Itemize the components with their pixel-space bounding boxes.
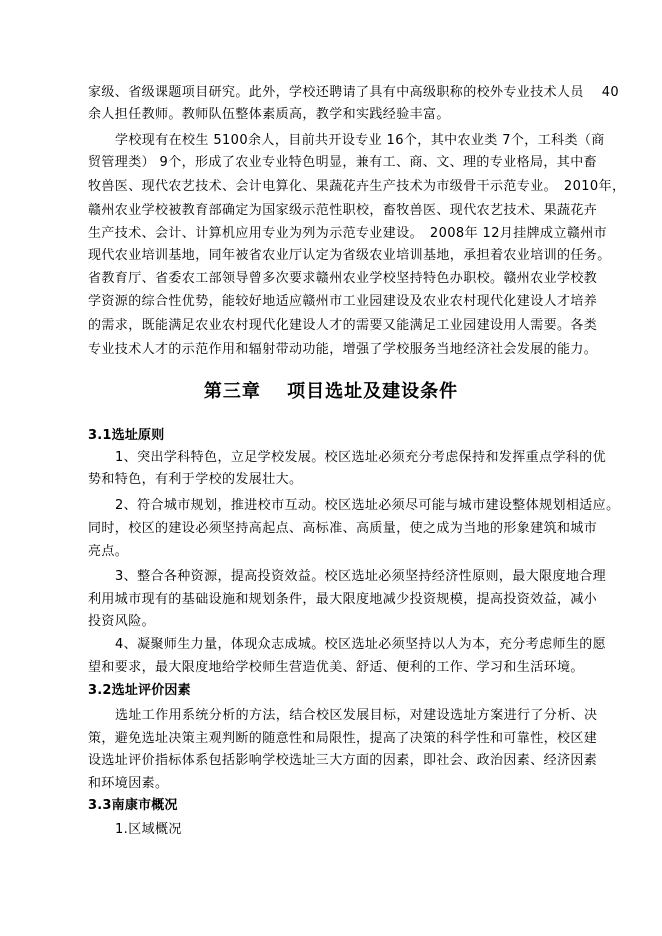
paragraph-line: 牧兽医、现代农艺技术、会计电算化、果蔬花卉生产技术为市级骨干示范专业。 2010年，: [88, 179, 626, 194]
paragraph-line: 学校现有在校生 5100余人，目前共开设专业 16个，其中农业类 7个，工科类（商: [115, 133, 605, 148]
subsection-heading: 1.区域概况: [115, 822, 182, 837]
paragraph-line: 同时，校区的建设必须坚持高起点、高标准、高质量，使之成为当地的形象建筑和城市: [88, 521, 598, 536]
section-heading: 3.3南康市概况: [88, 798, 178, 813]
paragraph-line: 投资风险。: [88, 614, 156, 629]
paragraph-line: 省教育厅、省委农工部领导曾多次要求赣州农业学校坚持特色办职校。赣州农业学校教: [88, 271, 598, 286]
paragraph-line: 赣州农业学校被教育部确定为国家级示范性职校，畜牧兽医、现代农艺技术、果蔬花卉: [88, 203, 598, 218]
paragraph-line: 1、突出学科特色，立足学校发展。校区选址必须充分考虑保持和发挥重点学科的优: [115, 450, 607, 465]
paragraph-line: 选址工作用系统分析的方法，结合校区发展目标，对建设选址方案进行了分析、决: [115, 708, 598, 723]
paragraph-line: 现代农业培训基地，同年被省农业厅认定为省级农业培训基地，承担着农业培训的任务。: [88, 248, 611, 263]
section-heading: 3.1选址原则: [88, 428, 165, 443]
paragraph-line: 设选址评价指标体系包括影响学校选址三大方面的因素，即社会、政治因素、经济因素: [88, 753, 598, 768]
paragraph-line: 学资源的综合性优势，能较好地适应赣州市工业园建设及农业农村现代化建设人才培养: [88, 294, 598, 309]
paragraph-line: 的需求，既能满足农业农村现代化建设人才的需要又能满足工业园建设用人需要。各类: [88, 318, 598, 333]
paragraph-line: 专业技术人才的示范作用和辐射带动功能，增强了学校服务当地经济社会发展的能力。: [88, 342, 598, 357]
paragraph-line: 贸管理类） 9个，形成了农业专业特色明显，兼有工、商、文、理的专业格局，其中畜: [88, 155, 598, 170]
paragraph-line: 2、符合城市规划，推进校市互动。校区选址必须尽可能与城市建设整体规划相适应。: [115, 498, 620, 513]
paragraph-line: 余人担任教师。教师队伍整体素质高，教学和实践经验丰富。: [88, 107, 450, 122]
section-heading: 3.2选址评价因素: [88, 683, 191, 698]
paragraph-line: 望和要求，最大限度地给学校师生营造优美、舒适、便利的工作、学习和生活环境。: [88, 660, 584, 675]
paragraph-line: 势和特色，有利于学校的发展壮大。: [88, 472, 303, 487]
paragraph-line: 4、凝聚师生力量，体现众志成城。校区选址必须坚持以人为本，充分考虑师生的愿: [115, 637, 607, 652]
paragraph-line: 3、整合各种资源，提高投资效益。校区选址必须坚持经济性原则，最大限度地合理: [115, 569, 607, 584]
paragraph-line: 亮点。: [88, 544, 129, 559]
paragraph-line: 利用城市现有的基础设施和规划条件，最大限度地减少投资规模，提高投资效益，减小: [88, 592, 598, 607]
paragraph-line: 和环境因素。: [88, 776, 169, 791]
paragraph-line: 生产技术、会计、计算机应用专业为列为示范专业建设。 2008年 12月挂牌成立赣州市: [88, 226, 608, 241]
paragraph-line: 家级、省级课题项目研究。此外，学校还聘请了具有中高级职称的校外专业技术人员 40: [88, 85, 620, 100]
paragraph-line: 策，避免选址决策主观判断的随意性和局限性，提高了决策的科学性和可靠性，校区建: [88, 731, 598, 746]
chapter-title: 第三章 项目选址及建设条件: [203, 381, 459, 402]
